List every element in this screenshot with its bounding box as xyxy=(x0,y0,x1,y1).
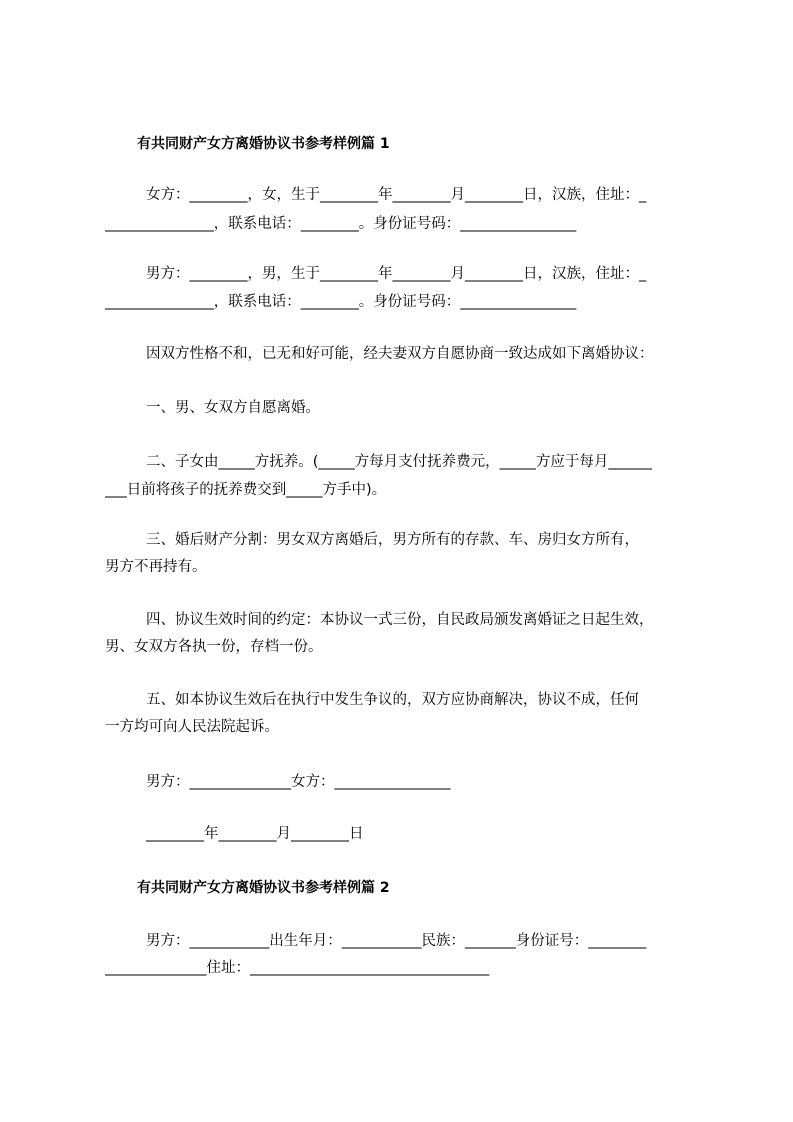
clause-3-line1: 三、婚后财产分割：男女双方离婚后，男方所有的存款、车、房归女方所有， xyxy=(146,532,639,548)
clause-5-line2: 一方均可向人民法院起诉。 xyxy=(105,719,279,735)
date-line: ________年________月________日 xyxy=(146,826,364,842)
intro-paragraph: 因双方性格不和，已无和好可能，经夫妻双方自愿协商一致达成如下离婚协议： xyxy=(146,346,654,362)
man-info-line2: _______________，联系电话：________。身份证号码：________________ xyxy=(105,294,577,310)
clause-2-line2: ___日前将孩子的抚养费交到_____方手中)。 xyxy=(105,482,387,498)
section1-title: 有共同财产女方离婚协议书参考样例篇 1 xyxy=(137,136,390,152)
section2-title: 有共同财产女方离婚协议书参考样例篇 2 xyxy=(137,880,390,896)
clause-1: 一、男、女双方自愿离婚。 xyxy=(146,400,320,416)
clause-4-line1: 四、协议生效时间的约定：本协议一式三份，自民政局颁发离婚证之日起生效， xyxy=(146,612,654,628)
signature-line: 男方：______________女方：________________ xyxy=(146,774,451,790)
section2-man-line2: ______________住址：_________________________________ xyxy=(105,960,490,976)
woman-info-line1: 女方：________，女，生于________年________月________日，汉族，住址：_ xyxy=(146,187,647,203)
clause-2-line1: 二、子女由_____方抚养。(_____方每月支付抚养费元，_____方应于每月______ xyxy=(146,454,652,470)
man-info-line1: 男方：________，男，生于________年________月________日，汉族，住址：_ xyxy=(146,266,647,282)
clause-4-line2: 男、女双方各执一份，存档一份。 xyxy=(105,639,323,655)
clause-5-line1: 五、如本协议生效后在执行中发生争议的，双方应协商解决，协议不成，任何 xyxy=(146,692,639,708)
clause-3-line2: 男方不再持有。 xyxy=(105,559,207,575)
woman-info-line2: _______________，联系电话：________。身份证号码：________________ xyxy=(105,216,577,232)
section2-man-line1: 男方：___________出生年月：___________民族：_______身份证号：________ xyxy=(146,933,647,949)
